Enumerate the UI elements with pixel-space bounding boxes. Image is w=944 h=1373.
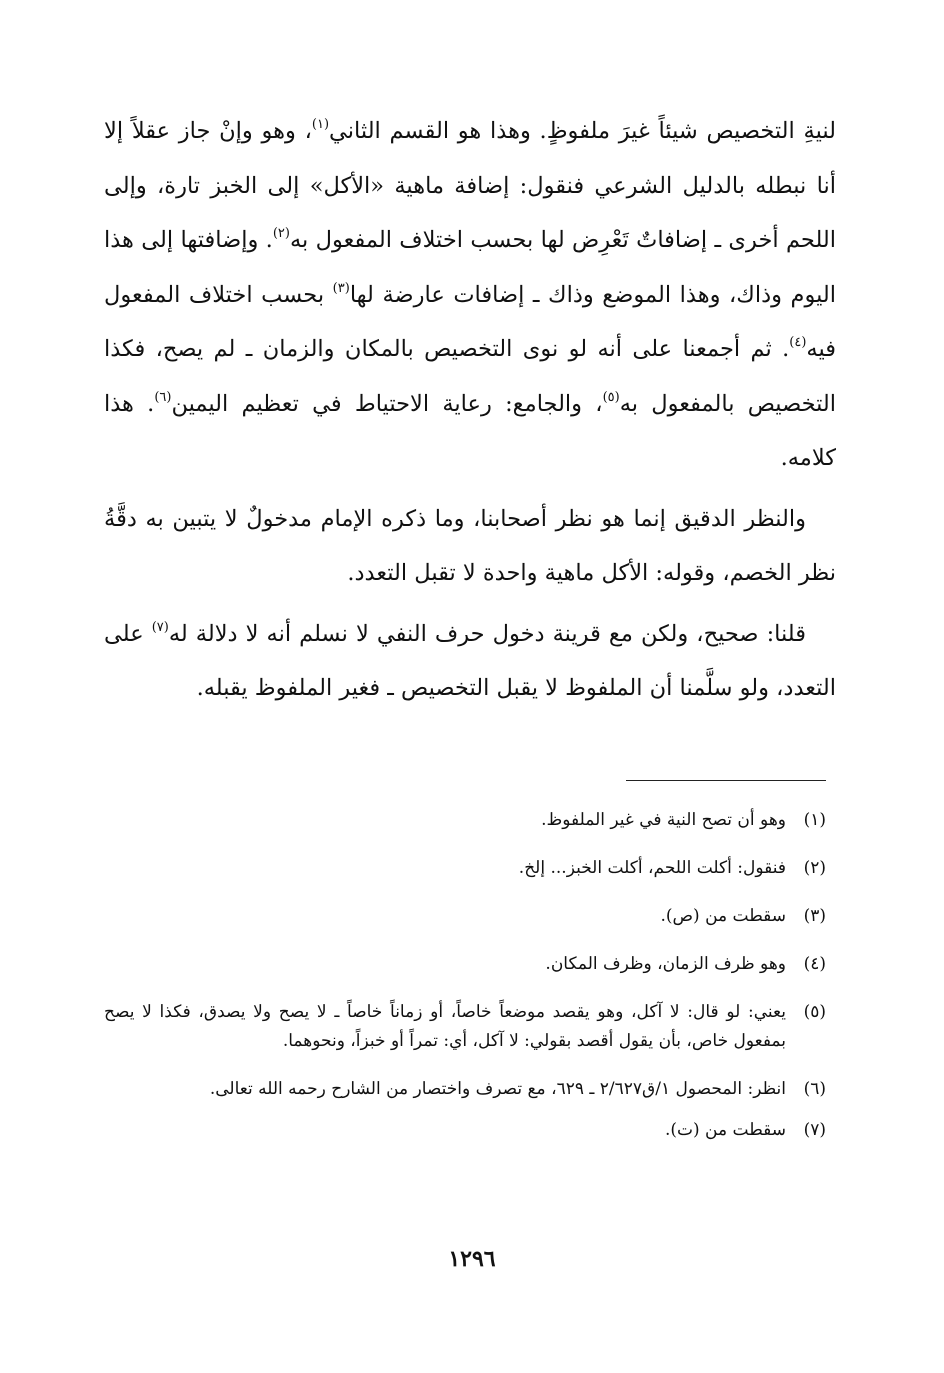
footnote-marker-3: (٣): [332, 280, 350, 296]
footnote-marker-1: (١): [311, 117, 330, 132]
footnote-text: وهو أن تصح النية في غير الملفوظ.: [541, 810, 786, 830]
footnote-number: (١): [803, 810, 826, 830]
footnote-text: يعني: لو قال: لا آكل، وهو يقصد موضعاً خاصاً، أو زماناً خاصاً ـ لا يصح ولا يصدق، فكذا لا يصح بمفعول خاص، بأن يقول أقصد بقولي: لا آكل، أي: تمراً أو خبزاً، ونحوهما.: [104, 1002, 786, 1051]
paragraph-2: والنظر الدقيق إنما هو نظر أصحابنا، وما ذكره الإمام مدخولٌ لا يتبين به دقَّةُ نظر الخصم، وقوله: الأكل ماهية واحدة لا تقبل التعدد.: [104, 505, 836, 586]
text-run: . هذا كلامه.: [104, 390, 836, 471]
footnote-number: (٤): [803, 954, 826, 974]
text-run: قلنا: صحيح، ولكن مع قرينة دخول حرف النفي لا نسلم أنه لا دلالة له: [168, 620, 806, 647]
footnote-number: (٣): [803, 906, 826, 926]
footnote-number: (٥): [803, 1002, 826, 1022]
footnote-marker-5: (٥): [602, 389, 620, 405]
footnote-item: [104, 902, 826, 931]
footnote-number: (٢): [803, 858, 826, 878]
footnote-item: [104, 1075, 826, 1104]
footnotes-list: [104, 806, 826, 1164]
footnote-number: (٦): [803, 1079, 826, 1099]
footnote-item: [104, 950, 826, 979]
footnote-number: (٧): [803, 1120, 826, 1140]
footnote-marker-2: (٢): [272, 226, 290, 241]
text-run: على التعدد، ولو سلَّمنا أن الملفوظ لا يقبل التخصيص ـ فغير الملفوظ يقبله.: [104, 620, 836, 701]
text-run: . ثم أجمعنا على أنه لو نوى التخصيص بالمكان والزمان ـ لم يصح، فكذا التخصيص بالمفعول به: [104, 336, 836, 417]
footnote-item: [104, 806, 826, 835]
text-run: . وإضافتها إلى هذا اليوم وذاك، وهذا الموضع وذاك ـ إضافات عارضة لها: [104, 227, 836, 308]
footnote-text: وهو ظرف الزمان، وظرف المكان.: [545, 954, 786, 974]
footnote-marker-6: (٦): [154, 389, 172, 405]
page-number: ١٢٩٦: [448, 1246, 496, 1272]
footnote-separator: [626, 780, 826, 781]
footnote-text: سقطت من (ص).: [660, 906, 786, 926]
footnote-marker-4: (٤): [789, 335, 807, 350]
footnote-item: [104, 1116, 826, 1145]
text-run: ، والجامع: رعاية الاحتياط في تعظيم اليمين: [171, 390, 603, 417]
text-run: ، وهو وإنْ جاز عقلاً إلا أنا نبطله بالدليل الشرعي فنقول: إضافة ماهية «الأكل» إلى الخبز تارة، وإلى اللحم أخرى ـ إضافاتٌ تَعْرِض لها بحسب اختلاف المفعول به: [104, 118, 836, 253]
footnote-item: [104, 854, 826, 883]
footnote-text: فنقول: أكلت اللحم، أكلت الخبز... إلخ.: [518, 858, 786, 878]
main-text: [104, 104, 836, 716]
text-run: لنيةِ التخصيص شيئاً غيرَ ملفوظٍ. وهذا هو القسم الثاني: [329, 118, 837, 144]
text-run: بحسب اختلاف المفعول فيه: [104, 281, 836, 362]
paragraph-3: [104, 607, 836, 716]
footnote-text: انظر: المحصول ١/ق٢/٦٢٧ ـ ٦٢٩، مع تصرف واختصار من الشارح رحمه الله تعالى.: [209, 1079, 786, 1099]
paragraph-1: [104, 104, 836, 486]
footnote-marker-7: (٧): [151, 619, 169, 635]
footnote-text: سقطت من (ت).: [664, 1120, 786, 1140]
footnote-item: [104, 998, 826, 1056]
